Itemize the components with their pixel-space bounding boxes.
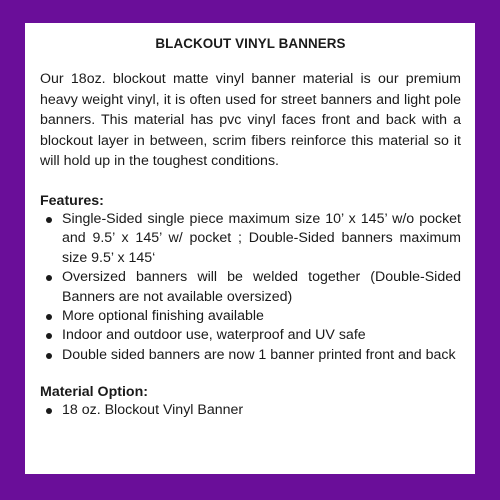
intro-paragraph: Our 18oz. blockout matte vinyl banner material is our premium heavy weight vinyl, it is often used for street banners and light pole banners. This material has pvc vinyl faces front and back with a blockout layer in between, scrim fibers reinforce this material so it will hold up in the toughest conditions.	[40, 71, 461, 170]
material-option-list	[40, 401, 461, 420]
page-title: BLACKOUT VINYL BANNERS	[155, 36, 346, 51]
product-description-card	[25, 23, 475, 474]
list-item: Single-Sided single piece maximum size 10’ x 145’ w/o pocket and 9.5’ x 145’ w/ pocket ; Double-Sided banners maximum size 9.5’ x 145‘	[40, 210, 461, 268]
features-list	[40, 210, 461, 365]
list-item: 18 oz. Blockout Vinyl Banner	[40, 401, 461, 420]
features-heading: Features:	[40, 192, 104, 209]
list-item: Indoor and outdoor use, waterproof and UV safe	[40, 326, 461, 345]
list-item: Double sided banners are now 1 banner printed front and back	[40, 346, 461, 365]
list-item: Oversized banners will be welded together (Double-Sided Banners are not available oversized)	[40, 268, 461, 307]
list-item: More optional finishing available	[40, 307, 461, 326]
material-option-heading: Material Option:	[40, 384, 148, 401]
